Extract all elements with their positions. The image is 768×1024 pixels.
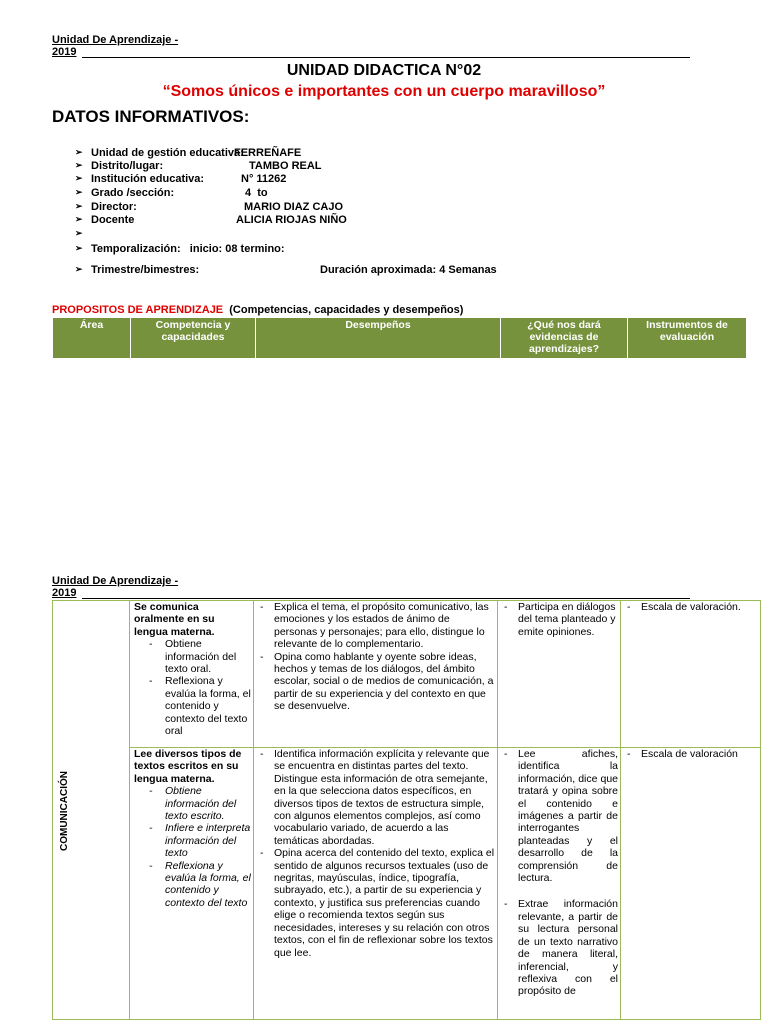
col-competencia: Competencia y capacidades	[131, 318, 256, 359]
arrow-bullet-icon: ➢	[75, 214, 83, 224]
document-title: UNIDAD DIDACTICA N°02	[286, 62, 482, 79]
instrumentos-cell	[621, 748, 761, 1020]
desempenos-cell	[254, 748, 498, 1020]
desempenos-cell	[254, 601, 498, 748]
page-header-2	[52, 575, 178, 599]
year-label: 2019	[52, 587, 77, 599]
arrow-bullet-icon: ➢	[75, 160, 83, 170]
page-header-1	[52, 34, 178, 58]
year-label: 2019	[52, 46, 77, 58]
capacity-item: - Obtiene información del texto escrito.	[132, 785, 251, 822]
document-subtitle: “Somos únicos e importantes con un cuerpo maravilloso”	[162, 83, 606, 100]
unit-label: Unidad De Aprendizaje -	[52, 34, 179, 46]
capacity-item: - Infiere e interpreta información del texto	[132, 822, 251, 859]
instrumento-item: - Escala de valoración.	[623, 601, 758, 613]
competence-title: Lee diversos tipos de textos escritos en su lengua materna.	[134, 748, 242, 785]
header-rule	[82, 57, 690, 58]
arrow-bullet-icon: ➢	[75, 243, 83, 253]
desempeno-item: - Explica el tema, el propósito comunicativo, las emociones y los estados de ánimo de personas y personajes; para ello, distingue lo relevante de lo complementario.	[256, 601, 495, 651]
desempeno-item: - Opina como hablante y oyente sobre ideas, hechos y temas de los diálogos, del ámbito escolar, social o de medios de comunicación, a partir de su experiencia y del contexto en que se desenvuelve.	[256, 651, 495, 713]
competence-cell	[130, 748, 254, 1020]
capacity-item: - Obtiene información del texto oral.	[132, 638, 251, 675]
arrow-bullet-icon: ➢	[75, 201, 83, 211]
col-evidencias: ¿Qué nos dará evidencias de aprendizajes?	[501, 318, 628, 359]
propositos-heading: PROPOSITOS DE APRENDIZAJE (Competencias, capacidades y desempeños)	[52, 304, 464, 316]
capacity-item: - Reflexiona y evalúa la forma, el contenido y contexto del texto	[132, 860, 251, 910]
evidencias-cell	[498, 748, 621, 1020]
arrow-bullet-icon: ➢	[75, 173, 83, 183]
table-header	[52, 317, 747, 359]
instrumento-item: - Escala de valoración	[623, 748, 758, 760]
competencias-table	[52, 600, 761, 1020]
area-cell	[53, 601, 130, 1020]
desempeno-item: - Opina acerca del contenido del texto, explica el sentido de algunos recursos textuales (uso de negritas, mayúsculas, índice, tipografía, subrayado, etc.), a partir de su experiencia y contexto, y justifica sus preferencias cuando elige o recomienda textos según sus necesidades, intereses y su relación con otros textos, con el fin de reflexionar sobre los textos que lee.	[256, 847, 495, 959]
datos-list: ➢ Unidad de gestión educativa: FERREÑAFE ➢ Distrito/lugar: TAMBO REAL ➢ Institución educativa: N° 11262 ➢ Grado /sección: 4 to ➢ Director: MARIO DIAZ CAJO ➢ Docente ALICIA RIOJAS NIÑO ➢ ➢ Temporalización: inicio: 08 termino: ➢ Trimestre/bimestres: Duración aproximada: 4 Semanas	[75, 147, 497, 276]
arrow-bullet-icon: ➢	[75, 228, 83, 238]
evidencia-item: - Participa en diálogos del tema planteado y emite opiniones.	[500, 601, 618, 638]
arrow-bullet-icon: ➢	[75, 187, 83, 197]
area-label: COMUNICACIÓN	[59, 771, 70, 851]
arrow-bullet-icon: ➢	[75, 147, 83, 157]
col-desempenos: Desempeños	[256, 318, 501, 359]
desempeno-item: - Identifica información explícita y relevante que se encuentra en distintas partes del texto. Distingue esta información de otra semejante, en la que selecciona datos específicos, en diversos tipos de textos de estructura simple, con algunos elementos complejos, así como vocabulario variado, de acuerdo a las temáticas abordadas.	[256, 748, 495, 847]
table-row	[53, 748, 761, 1020]
evidencia-item: - Lee afiches, identifica la información, dice que tratará y opina sobre el contenido e imágenes a partir de interrogantes planteadas y el desarrollo de la comprensión de lectura.	[500, 748, 618, 884]
instrumentos-cell	[621, 601, 761, 748]
unit-label: Unidad De Aprendizaje -	[52, 575, 179, 587]
col-area: Área	[53, 318, 131, 359]
arrow-bullet-icon: ➢	[75, 264, 83, 274]
evidencia-item: - Extrae información relevante, a partir de su lectura personal de un texto narrativo de manera literal, inferencial, y reflexiva con el propósito de	[500, 898, 618, 997]
table-row	[53, 601, 761, 748]
capacity-item: - Reflexiona y evalúa la forma, el contenido y contexto del texto oral	[132, 675, 251, 737]
evidencias-cell	[498, 601, 621, 748]
competence-title: Se comunica oralmente en su lengua materna.	[134, 601, 215, 638]
datos-heading: DATOS INFORMATIVOS:	[52, 107, 250, 126]
competence-cell	[130, 601, 254, 748]
header-rule	[82, 598, 690, 599]
col-instrumentos: Instrumentos de evaluación	[628, 318, 747, 359]
